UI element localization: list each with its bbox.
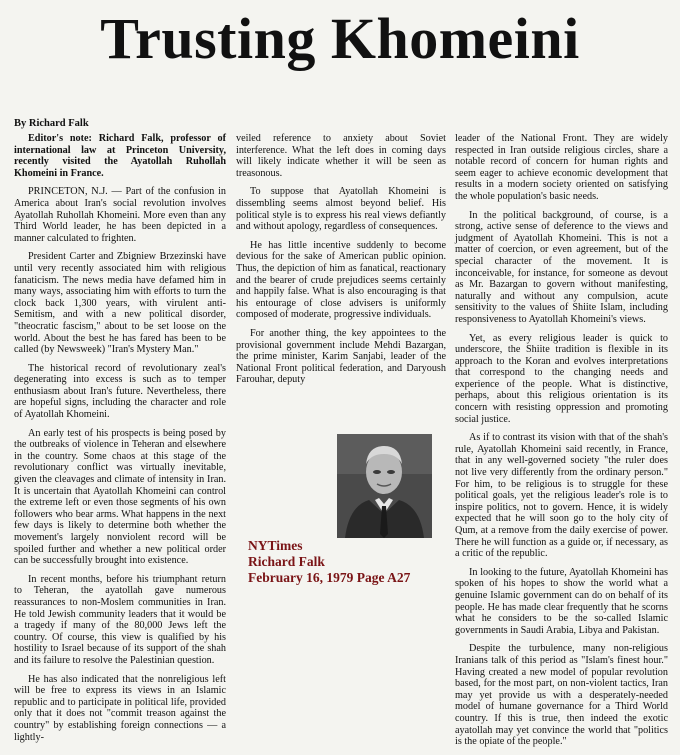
paragraph: Despite the turbulence, many non-religious Iranians talk of this period as "Islam's finest hour." Having created a new model of popular revolution based, for the most part, on non-violent tactics, Iran may yet provide us with a desperately-needed model of humane governance for a Third World country. If this is true, then indeed the exotic ayatollah may yet convince the world that "politics is the opiate of the people." [455,643,668,748]
paragraph: To suppose that Ayatollah Khomeini is dissembling seems almost beyond belief. His political style is to express his real views defiantly and without apology, regardless of consequences. [236,186,446,233]
article-column-3 [455,133,668,755]
article-column-1 [14,133,226,750]
paragraph: In the political background, of course, is a strong, active sense of deference to the views and judgment of Ayatollah Khomeini. This is not a matter of coercion, or even agreement, but of the special character of the movement. It is inconceivable, for instance, for someone as devout as Mr. Bazargan to govern without manifesting, naturally and without any compulsion, acute sensitivity to the values of Shiite Islam, including responsiveness to Ayatollah Khomeini's views. [455,209,668,325]
paragraph: He has also indicated that the nonreligious left will be free to express its views in an Islamic republic and to participate in political life, provided only that it does not "commit treason against the country" by establishing foreign connections — a lightly- [14,673,226,743]
caption-date: February 16, 1979 Page A27 [248,570,411,585]
author-portrait-image [337,434,432,538]
caption-source: NYTimes [248,538,303,553]
paragraph: Yet, as every religious leader is quick to underscore, the Shiite tradition is flexible in its approach to the Koran and evolves interpretations that correspond to the changing needs and experience of the people. What is distinctive, perhaps, about this religious orientation is its concern with resisting oppression and promoting social justice. [455,332,668,425]
caption-author: Richard Falk [248,554,325,569]
paragraph: President Carter and Zbigniew Brzezinski have until very recently associated him with religious fanaticism. The news media have defamed him in many ways, associating him with efforts to turn the clock back 1,300 years, with virulent anti-Semitism, and with a new political disorder, "theocratic fascism," about to be set loose on the world. About the best he has fared has been to be called (by Newsweek) "Iran's Mystery Man." [14,251,226,356]
paragraph: In recent months, before his triumphant return to Teheran, the ayatollah gave numerous reassurances to non-Moslem communities in Iran. He told Jewish community leaders that it would be a tragedy if many of the 80,000 Jews left the country. Of course, this view is qualified by his hostility to Israel because of its support of the shah and its failure to resolve the Palestinian question. [14,573,226,666]
paragraph: PRINCETON, N.J. — Part of the confusion in America about Iran's social revolution involves Ayatollah Ruhollah Khomeini. More even than any Third World leader, he has been depicted in a manner calculated to frighten. [14,186,226,244]
paragraph: For another thing, the key appointees to the provisional government include Mehdi Bazargan, the prime minister, Karim Sanjabi, leader of the National Front political federation, and Daryoush Farouhar, deputy [236,327,446,386]
paragraph: He has little incentive suddenly to become devious for the sake of American public opinion. Thus, the depiction of him as fanatical, reactionary and the bearer of crude prejudices seems certainly and happily false. What is also encouraging is that his entourage of close advisers is uniformly composed of moderate, progressive individuals. [236,239,446,321]
article-column-2 [236,133,446,393]
editors-note: Editor's note: Richard Falk, professor of international law at Princeton University, recently visited the Ayatollah Ruhollah Khomeini in France. [14,133,226,179]
paragraph: An early test of his prospects is being posed by the outbreaks of violence in Teheran and elsewhere in the country. Some chaos at this stage of the revolutionary conflict was virtually inevitable, given the cleavages and climate of intensity in Iran. It is uncertain that Ayatollah Khomeini can control the extreme left or even those segments of his own followers who bear arms. What happens in the next few days is likely to determine both whether the movement's largely nonviolent record will be spoiled further and whether a new political order can be successfully brought into existence. [14,427,226,567]
paragraph: In looking to the future, Ayatollah Khomeini has spoken of his hopes to show the world what a genuine Islamic government can do on behalf of its people. He has made clear frequently that he scorns what he considers to be the so-called Islamic governments in Saudi Arabia, Libya and Pakistan. [455,566,668,636]
author-photo [337,434,432,538]
byline: By Richard Falk [14,118,89,129]
paragraph: As if to contrast its vision with that of the shah's rule, Ayatollah Khomeini said recently, in France, that in any well-governed society "the ruler does not live very differently from the ordinary person." For him, to be religious is to struggle for these political goals, yet the religious leader's role is to inspire politics, not to govern. Hence, it is widely expected that he will soon go to the holy city of Qum, at a remove from the daily exercise of power. There he will function as a guide or, if necessary, as a critic of the republic. [455,432,668,560]
headline: Trusting Khomeini [100,6,580,71]
paragraph: The historical record of revolutionary zeal's degenerating into excess is such as to temper enthusiasm about Iran's future. Nevertheless, there are hopeful signs, including the character and role of Ayatollah Khomeini. [14,362,226,421]
paragraph: leader of the National Front. They are widely respected in Iran outside religious circles, share a notable record of concern for human rights and seem eager to achieve economic development that results in a modern society oriented on satisfying the whole population's basic needs. [455,133,668,202]
photo-caption [248,538,448,586]
paragraph: veiled reference to anxiety about Soviet interference. What the left does in coming days will likely indicate whether it will be seen as treasonous. [236,133,446,179]
